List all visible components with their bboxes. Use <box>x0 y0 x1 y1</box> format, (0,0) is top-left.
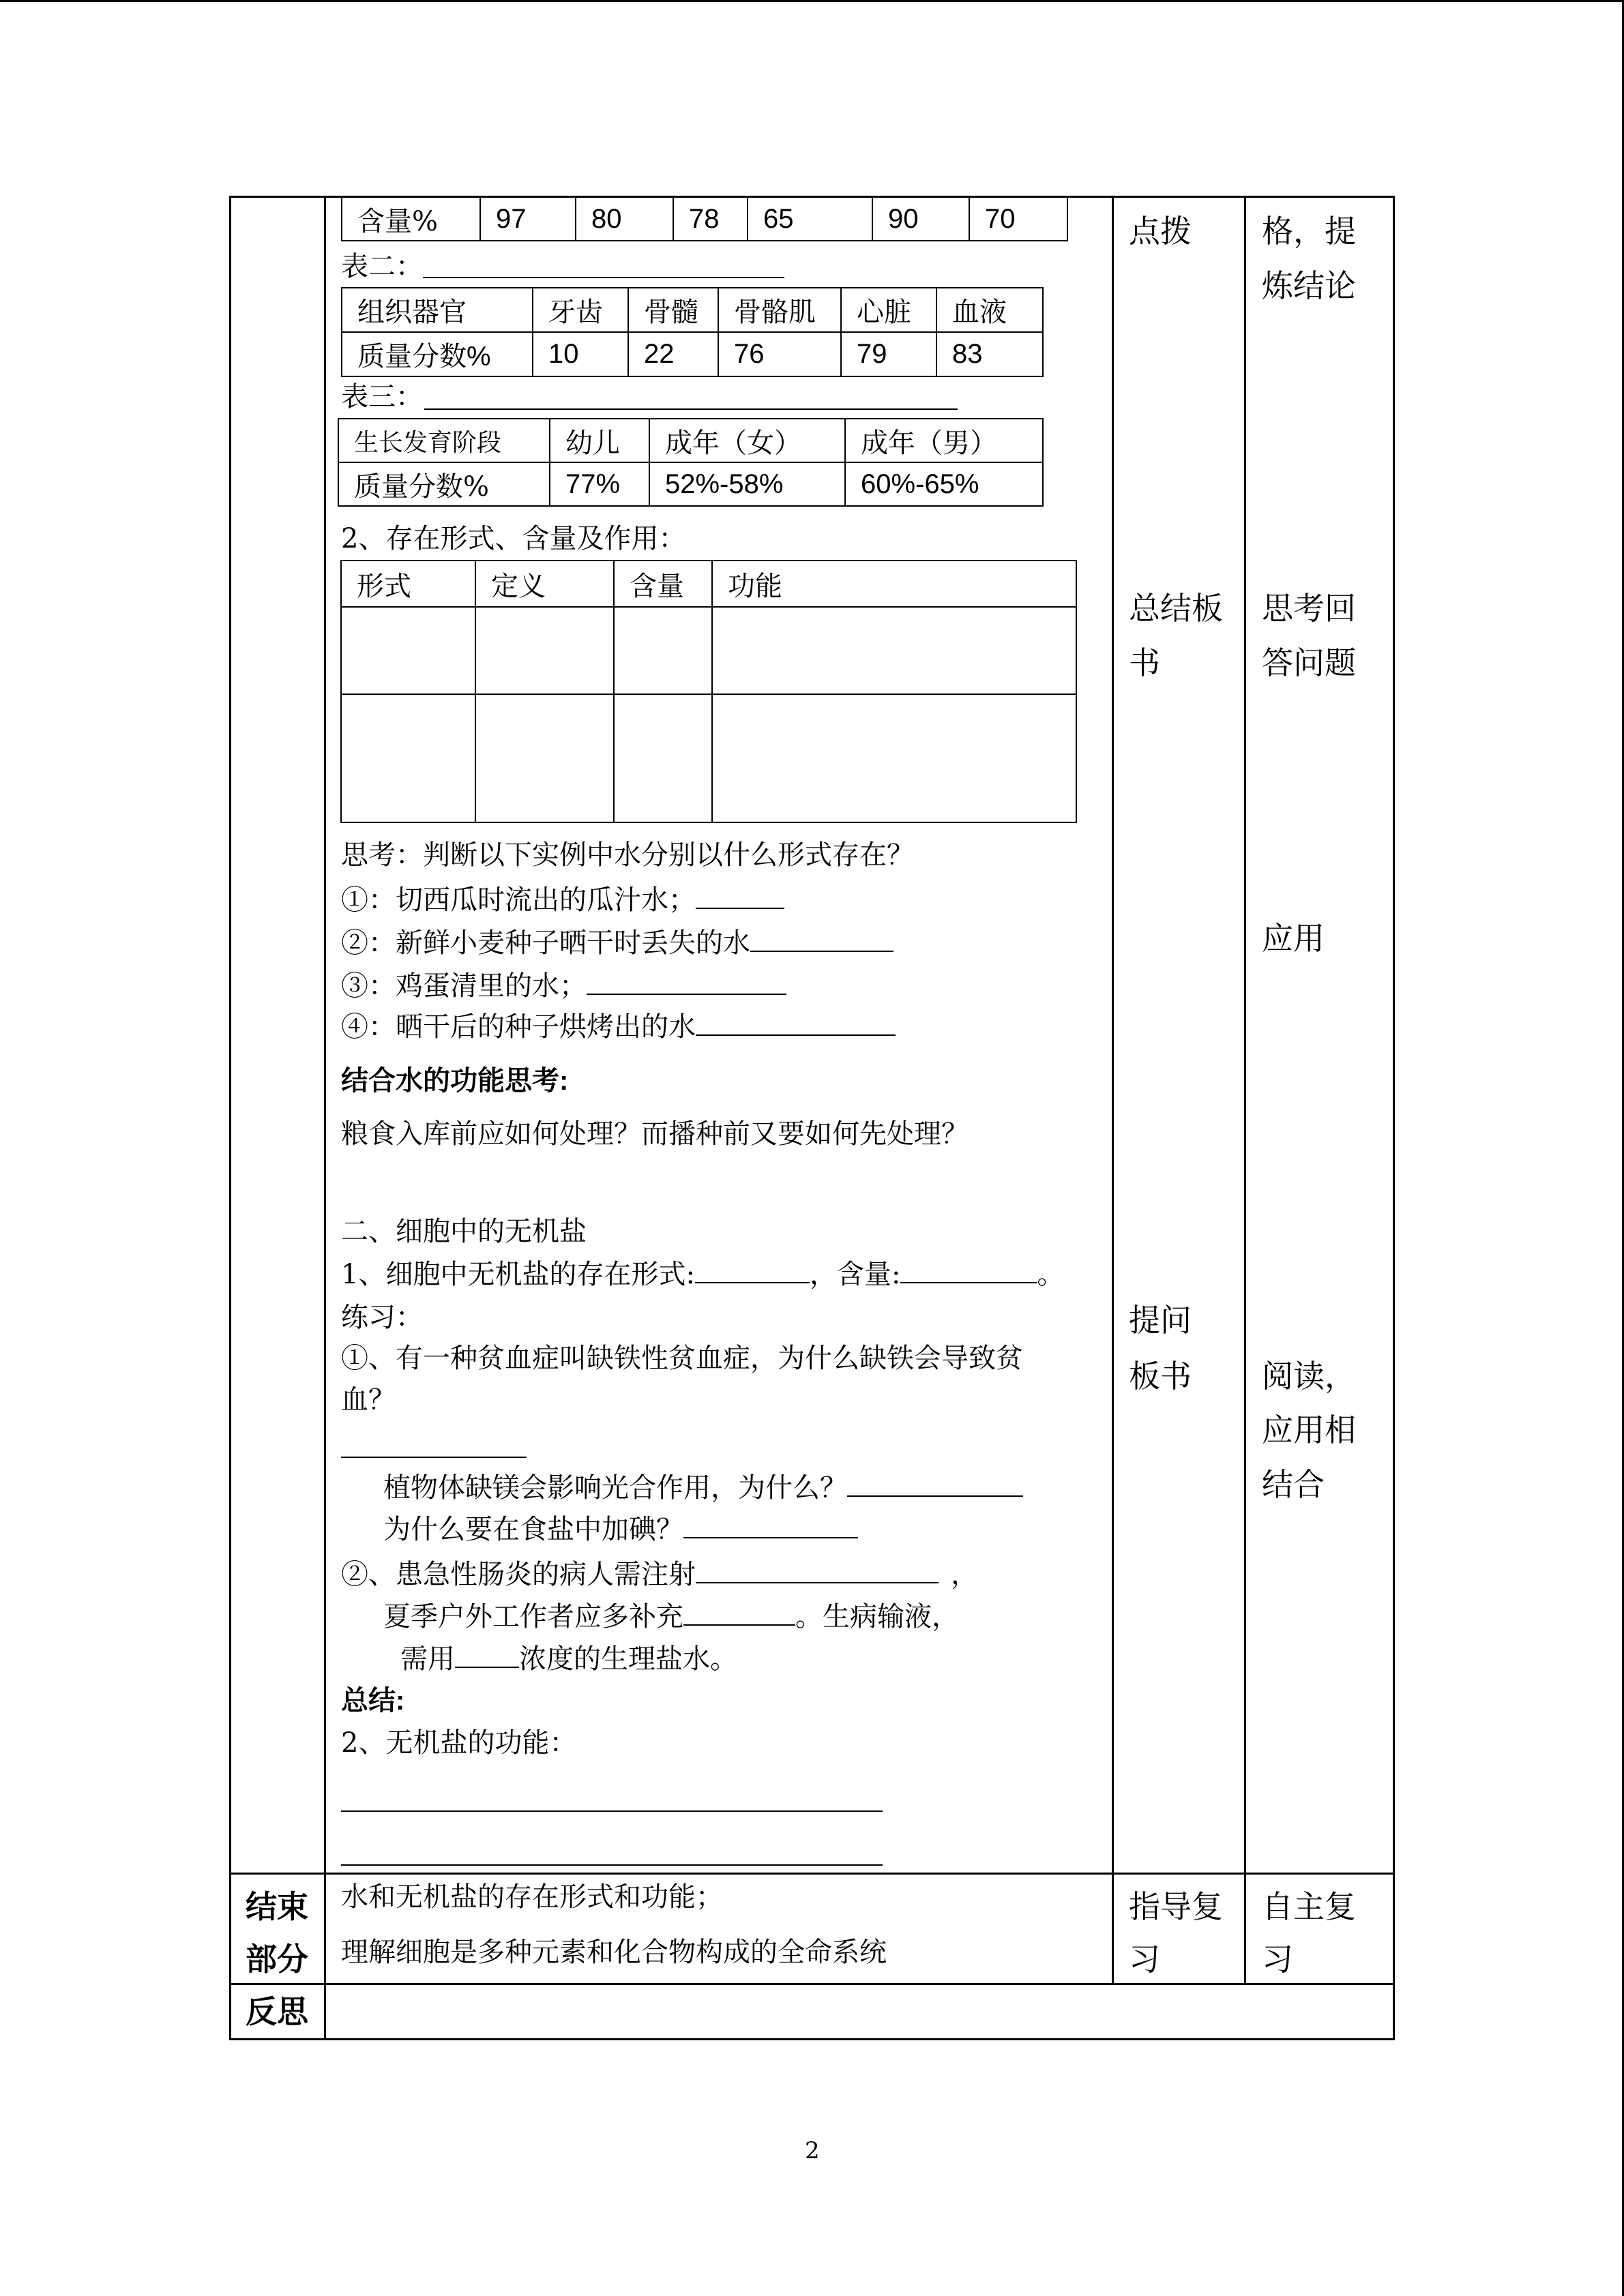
section-2-title: 2、存在形式、含量及作用： <box>341 523 686 554</box>
teacher-activity-1: 点拨 <box>1129 213 1192 250</box>
table-cell <box>475 607 614 694</box>
answer-blank <box>683 1514 858 1538</box>
table-cell: 质量分数% <box>338 462 550 506</box>
table-cell: 幼儿 <box>550 419 649 462</box>
table-cell: 97 <box>480 197 576 241</box>
think-item-4 <box>341 1009 896 1045</box>
summary-label: 总结: <box>341 1686 405 1716</box>
table-cell: 90 <box>872 197 969 241</box>
table-cell: 成年（女） <box>649 419 845 462</box>
salt-heading: 二、细胞中的无机盐 <box>341 1216 587 1247</box>
salt-question-1: 1、细胞中无机盐的存在形式: ，含量: 。 <box>341 1259 1065 1290</box>
answer-blank <box>695 1259 810 1283</box>
salt-function-label: 2、无机盐的功能： <box>341 1727 577 1759</box>
question-text: 浓度的生理盐水。 <box>519 1643 737 1675</box>
think-title: 思考：判断以下实例中水分别以什么形式存在？ <box>341 839 914 871</box>
question-text: 植物体缺镁会影响光合作用，为什么？ <box>383 1472 847 1504</box>
teacher-activity-2-line1: 总结板 <box>1129 590 1223 627</box>
table-cell: 60%-65% <box>845 462 1043 506</box>
ending-label-line1: 结束 <box>246 1889 308 1924</box>
teacher-activity-3-line2: 板书 <box>1129 1358 1192 1395</box>
ending-student-line1: 自主复 <box>1262 1888 1356 1925</box>
answer-blank <box>847 1472 1023 1497</box>
table-header-cell: 含量 <box>614 561 712 607</box>
table2-title: 表二： <box>341 251 423 282</box>
table-cell: 76 <box>718 332 841 376</box>
answer-blank <box>587 970 786 995</box>
practice-5 <box>383 1599 959 1635</box>
table-cell: 52%-58% <box>649 462 845 506</box>
practice-3 <box>383 1512 858 1547</box>
answer-blank <box>455 1643 519 1668</box>
table-cell <box>341 607 475 694</box>
student-activity-3: 应用 <box>1262 920 1325 957</box>
answer-blank <box>696 1559 939 1583</box>
practice-1-line2: 血？ <box>341 1384 396 1416</box>
teacher-activity-3-line1: 提问 <box>1129 1302 1192 1339</box>
student-activity-4-line1: 阅读， <box>1262 1358 1356 1395</box>
table-cell: 10 <box>533 332 628 376</box>
think-item-text: ④：晒干后的种子烘烤出的水 <box>341 1011 696 1043</box>
ending-label-line2: 部分 <box>246 1941 308 1977</box>
teacher-activity-2-line2: 书 <box>1129 644 1160 681</box>
student-activity-2-line1: 思考回 <box>1262 590 1356 627</box>
question-text: ， <box>951 1559 978 1590</box>
practice-1-line1: ①、有一种贫血症叫缺铁性贫血症，为什么缺铁会导致贫 <box>341 1343 1023 1374</box>
table-cell: 骨骼肌 <box>718 288 841 332</box>
table3-title: 表三： <box>341 381 423 413</box>
answer-line <box>424 408 958 410</box>
table-cell: 牙齿 <box>533 288 628 332</box>
table-cell: 80 <box>576 197 673 241</box>
page-number: 2 <box>805 2137 820 2164</box>
answer-line <box>341 1864 883 1866</box>
table-cell <box>712 694 1076 822</box>
question-text: 为什么要在食盐中加碘？ <box>383 1514 683 1545</box>
bound-water-question: 粮食入库前应如何处理？而播种前又要如何先处理？ <box>341 1118 969 1150</box>
question-text: 夏季户外工作者应多补充 <box>383 1601 683 1632</box>
table-cell <box>614 694 712 822</box>
table-cell: 77% <box>550 462 649 506</box>
bound-water-title: 结合水的功能思考: <box>341 1066 569 1096</box>
table-cell <box>341 694 475 822</box>
tissue-water-table <box>341 287 1044 377</box>
ending-teacher-line2: 习 <box>1129 1941 1160 1978</box>
table-cell: 组织器官 <box>342 288 533 332</box>
answer-blank <box>683 1601 795 1626</box>
ending-student-line2: 习 <box>1262 1941 1293 1978</box>
table-cell <box>712 607 1076 694</box>
practice-6 <box>400 1641 737 1677</box>
table-cell: 心脏 <box>841 288 936 332</box>
page-top-border <box>0 0 1624 2</box>
think-item-2 <box>341 925 894 961</box>
practice-2 <box>383 1470 1023 1506</box>
question-text: 。 <box>1037 1259 1065 1290</box>
question-text: 需用 <box>400 1643 455 1675</box>
question-text: ，含量 <box>809 1259 891 1290</box>
answer-blank <box>900 1259 1037 1283</box>
question-text: 1、细胞中无机盐的存在形式 <box>341 1259 686 1290</box>
table-header-cell: 功能 <box>712 561 1076 607</box>
table-cell: 78 <box>673 197 748 241</box>
table-cell: 含量% <box>342 197 480 241</box>
ending-content-line1: 水和无机盐的存在形式和功能； <box>341 1881 723 1913</box>
water-forms-table <box>340 560 1077 823</box>
table-cell <box>475 694 614 822</box>
answer-blank <box>750 927 894 952</box>
table-cell: 22 <box>628 332 718 376</box>
student-activity-1-line1: 格，提 <box>1262 213 1356 250</box>
think-item-text: ②：新鲜小麦种子晒干时丢失的水 <box>341 927 750 959</box>
table-cell: 成年（男） <box>845 419 1043 462</box>
answer-line <box>423 277 784 278</box>
water-content-table <box>341 196 1068 241</box>
student-activity-4-line2: 应用相 <box>1262 1412 1356 1448</box>
student-activity-1-line2: 炼结论 <box>1262 267 1356 304</box>
answer-blank <box>696 1011 896 1036</box>
think-item-1 <box>341 882 784 918</box>
table-cell: 血液 <box>936 288 1043 332</box>
table-cell <box>614 607 712 694</box>
table-cell: 83 <box>936 332 1043 376</box>
ending-teacher-line1: 指导复 <box>1129 1888 1223 1925</box>
practice-4 <box>341 1557 978 1592</box>
practice-label: 练习： <box>341 1302 423 1333</box>
answer-blank <box>696 884 784 909</box>
table-cell: 65 <box>748 197 872 241</box>
age-water-table <box>338 418 1044 507</box>
question-text: 。生病输液， <box>795 1601 959 1632</box>
table-cell: 质量分数% <box>342 332 533 376</box>
answer-line <box>341 1457 527 1458</box>
table-cell: 骨髓 <box>628 288 718 332</box>
question-text: ②、患急性肠炎的病人需注射 <box>341 1559 696 1590</box>
table-header-cell: 定义 <box>475 561 614 607</box>
think-item-text: ①：切西瓜时流出的瓜汁水； <box>341 884 696 916</box>
table-cell: 70 <box>969 197 1067 241</box>
table-cell: 生长发育阶段 <box>338 419 550 462</box>
think-item-3 <box>341 968 786 1004</box>
table-header-cell: 形式 <box>341 561 475 607</box>
table-cell: 79 <box>841 332 936 376</box>
ending-content-line2: 理解细胞是多种元素和化合物构成的全命系统 <box>341 1937 887 1968</box>
student-activity-4-line3: 结合 <box>1262 1466 1325 1503</box>
student-activity-2-line2: 答问题 <box>1262 644 1356 681</box>
answer-line <box>341 1810 883 1812</box>
think-item-text: ③：鸡蛋清里的水； <box>341 970 587 1002</box>
reflection-label: 反思 <box>246 1994 308 2029</box>
